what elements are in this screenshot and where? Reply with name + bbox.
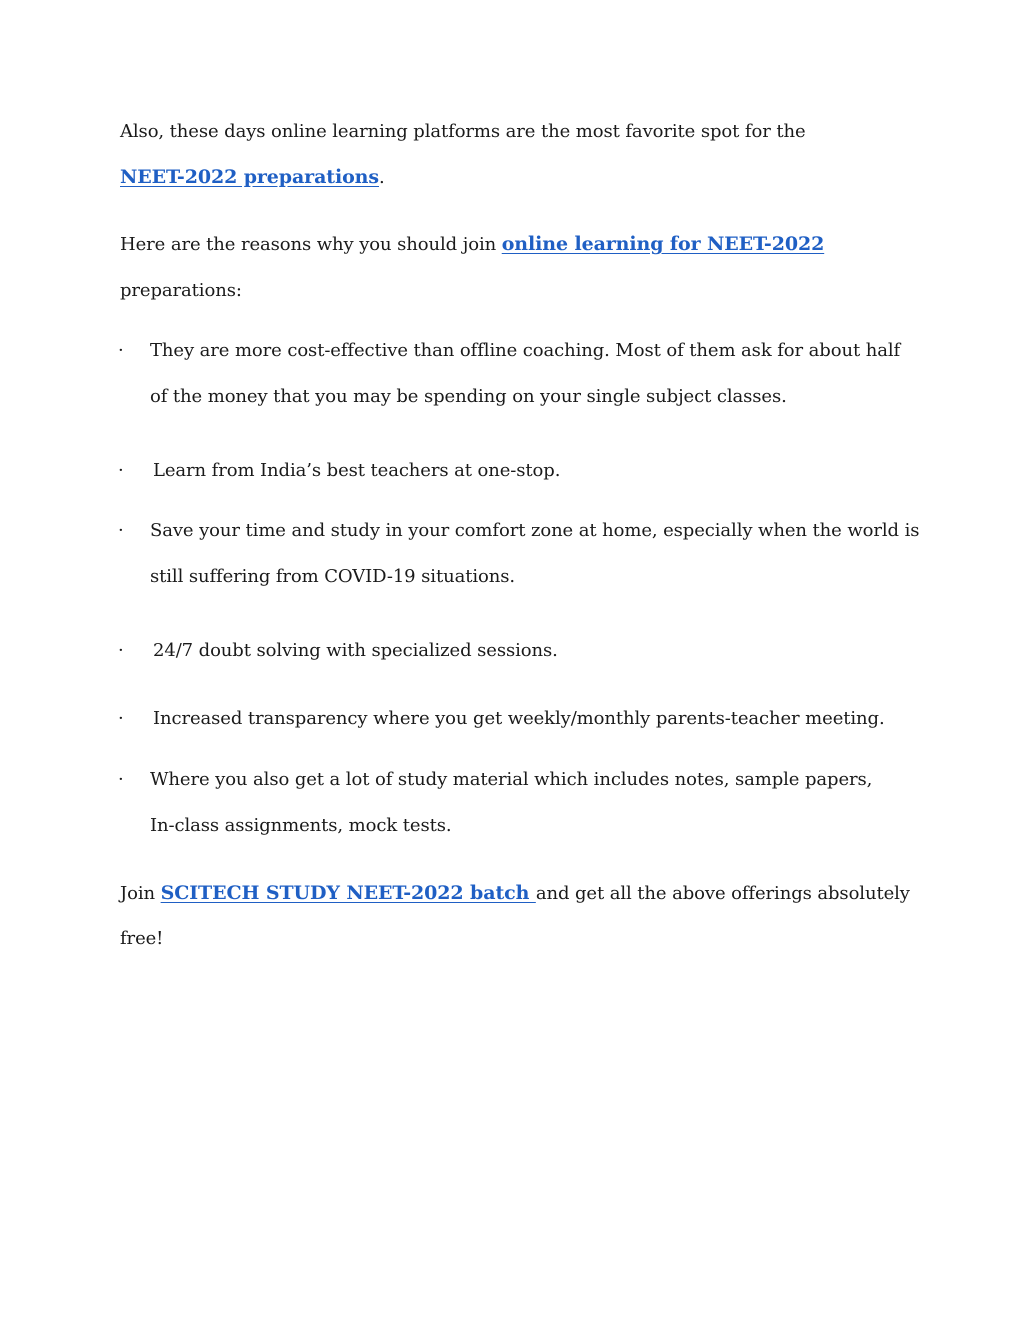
intro-link-line — [120, 165, 385, 190]
bullet-item-4-line-1 — [153, 639, 558, 663]
bullet-marker: · — [118, 640, 124, 661]
bullet-item-6-line-1 — [150, 768, 872, 792]
bullet-item-5-line-1 — [153, 707, 885, 731]
closing-text-before: Join — [120, 883, 161, 904]
bullet-marker: · — [118, 460, 124, 481]
bullet-marker: · — [118, 520, 124, 541]
bullet-item-1-line-1 — [150, 339, 900, 363]
intro-text: Also, these days online learning platforms are the most favorite spot for the — [120, 121, 806, 142]
bullet-item-1-line-2 — [150, 385, 787, 409]
bullet-item-1-text-2: of the money that you may be spending on your single subject classes. — [150, 386, 787, 407]
reasons-intro-text-2: preparations: — [120, 280, 242, 301]
bullet-marker: · — [118, 769, 124, 790]
closing-line — [120, 881, 910, 906]
neet-preparations-link[interactable]: NEET-2022 preparations — [120, 166, 379, 188]
bullet-item-1-text: They are more cost-effective than offline coaching. Most of them ask for about half — [150, 340, 901, 361]
bullet-item-6-text: Where you also get a lot of study material which includes notes, sample papers, — [150, 769, 873, 790]
bullet-marker: · — [118, 708, 124, 729]
scitech-batch-link[interactable]: SCITECH STUDY NEET-2022 batch — [160, 882, 536, 904]
reasons-intro-line — [120, 232, 824, 257]
closing-line-2 — [120, 927, 163, 951]
bullet-item-4-text: 24/7 doubt solving with specialized sessions. — [153, 640, 558, 661]
closing-text-after: and get all the above offerings absolutely — [535, 883, 910, 904]
bullet-item-6-line-2 — [150, 814, 452, 838]
bullet-item-3-line-1 — [150, 519, 919, 543]
bullet-item-3-line-2 — [150, 565, 515, 589]
bullet-marker: · — [118, 340, 124, 361]
bullet-item-3-text: Save your time and study in your comfort zone at home, especially when the world is — [150, 520, 920, 541]
bullet-item-6-text-2: In-class assignments, mock tests. — [150, 815, 452, 836]
reasons-intro-line-2 — [120, 279, 242, 303]
bullet-item-3-text-2: still suffering from COVID-19 situations. — [150, 566, 515, 587]
bullet-item-2-text: Learn from India’s best teachers at one-stop. — [153, 460, 561, 481]
intro-period: . — [379, 167, 385, 188]
bullet-item-2-line-1 — [153, 459, 560, 483]
intro-line — [120, 120, 806, 144]
bullet-item-5-text: Increased transparency where you get weekly/monthly parents-teacher meeting. — [153, 708, 885, 729]
online-learning-link[interactable]: online learning for NEET-2022 — [501, 233, 825, 255]
reasons-intro-text: Here are the reasons why you should join — [120, 234, 502, 255]
closing-text-2: free! — [120, 928, 164, 949]
